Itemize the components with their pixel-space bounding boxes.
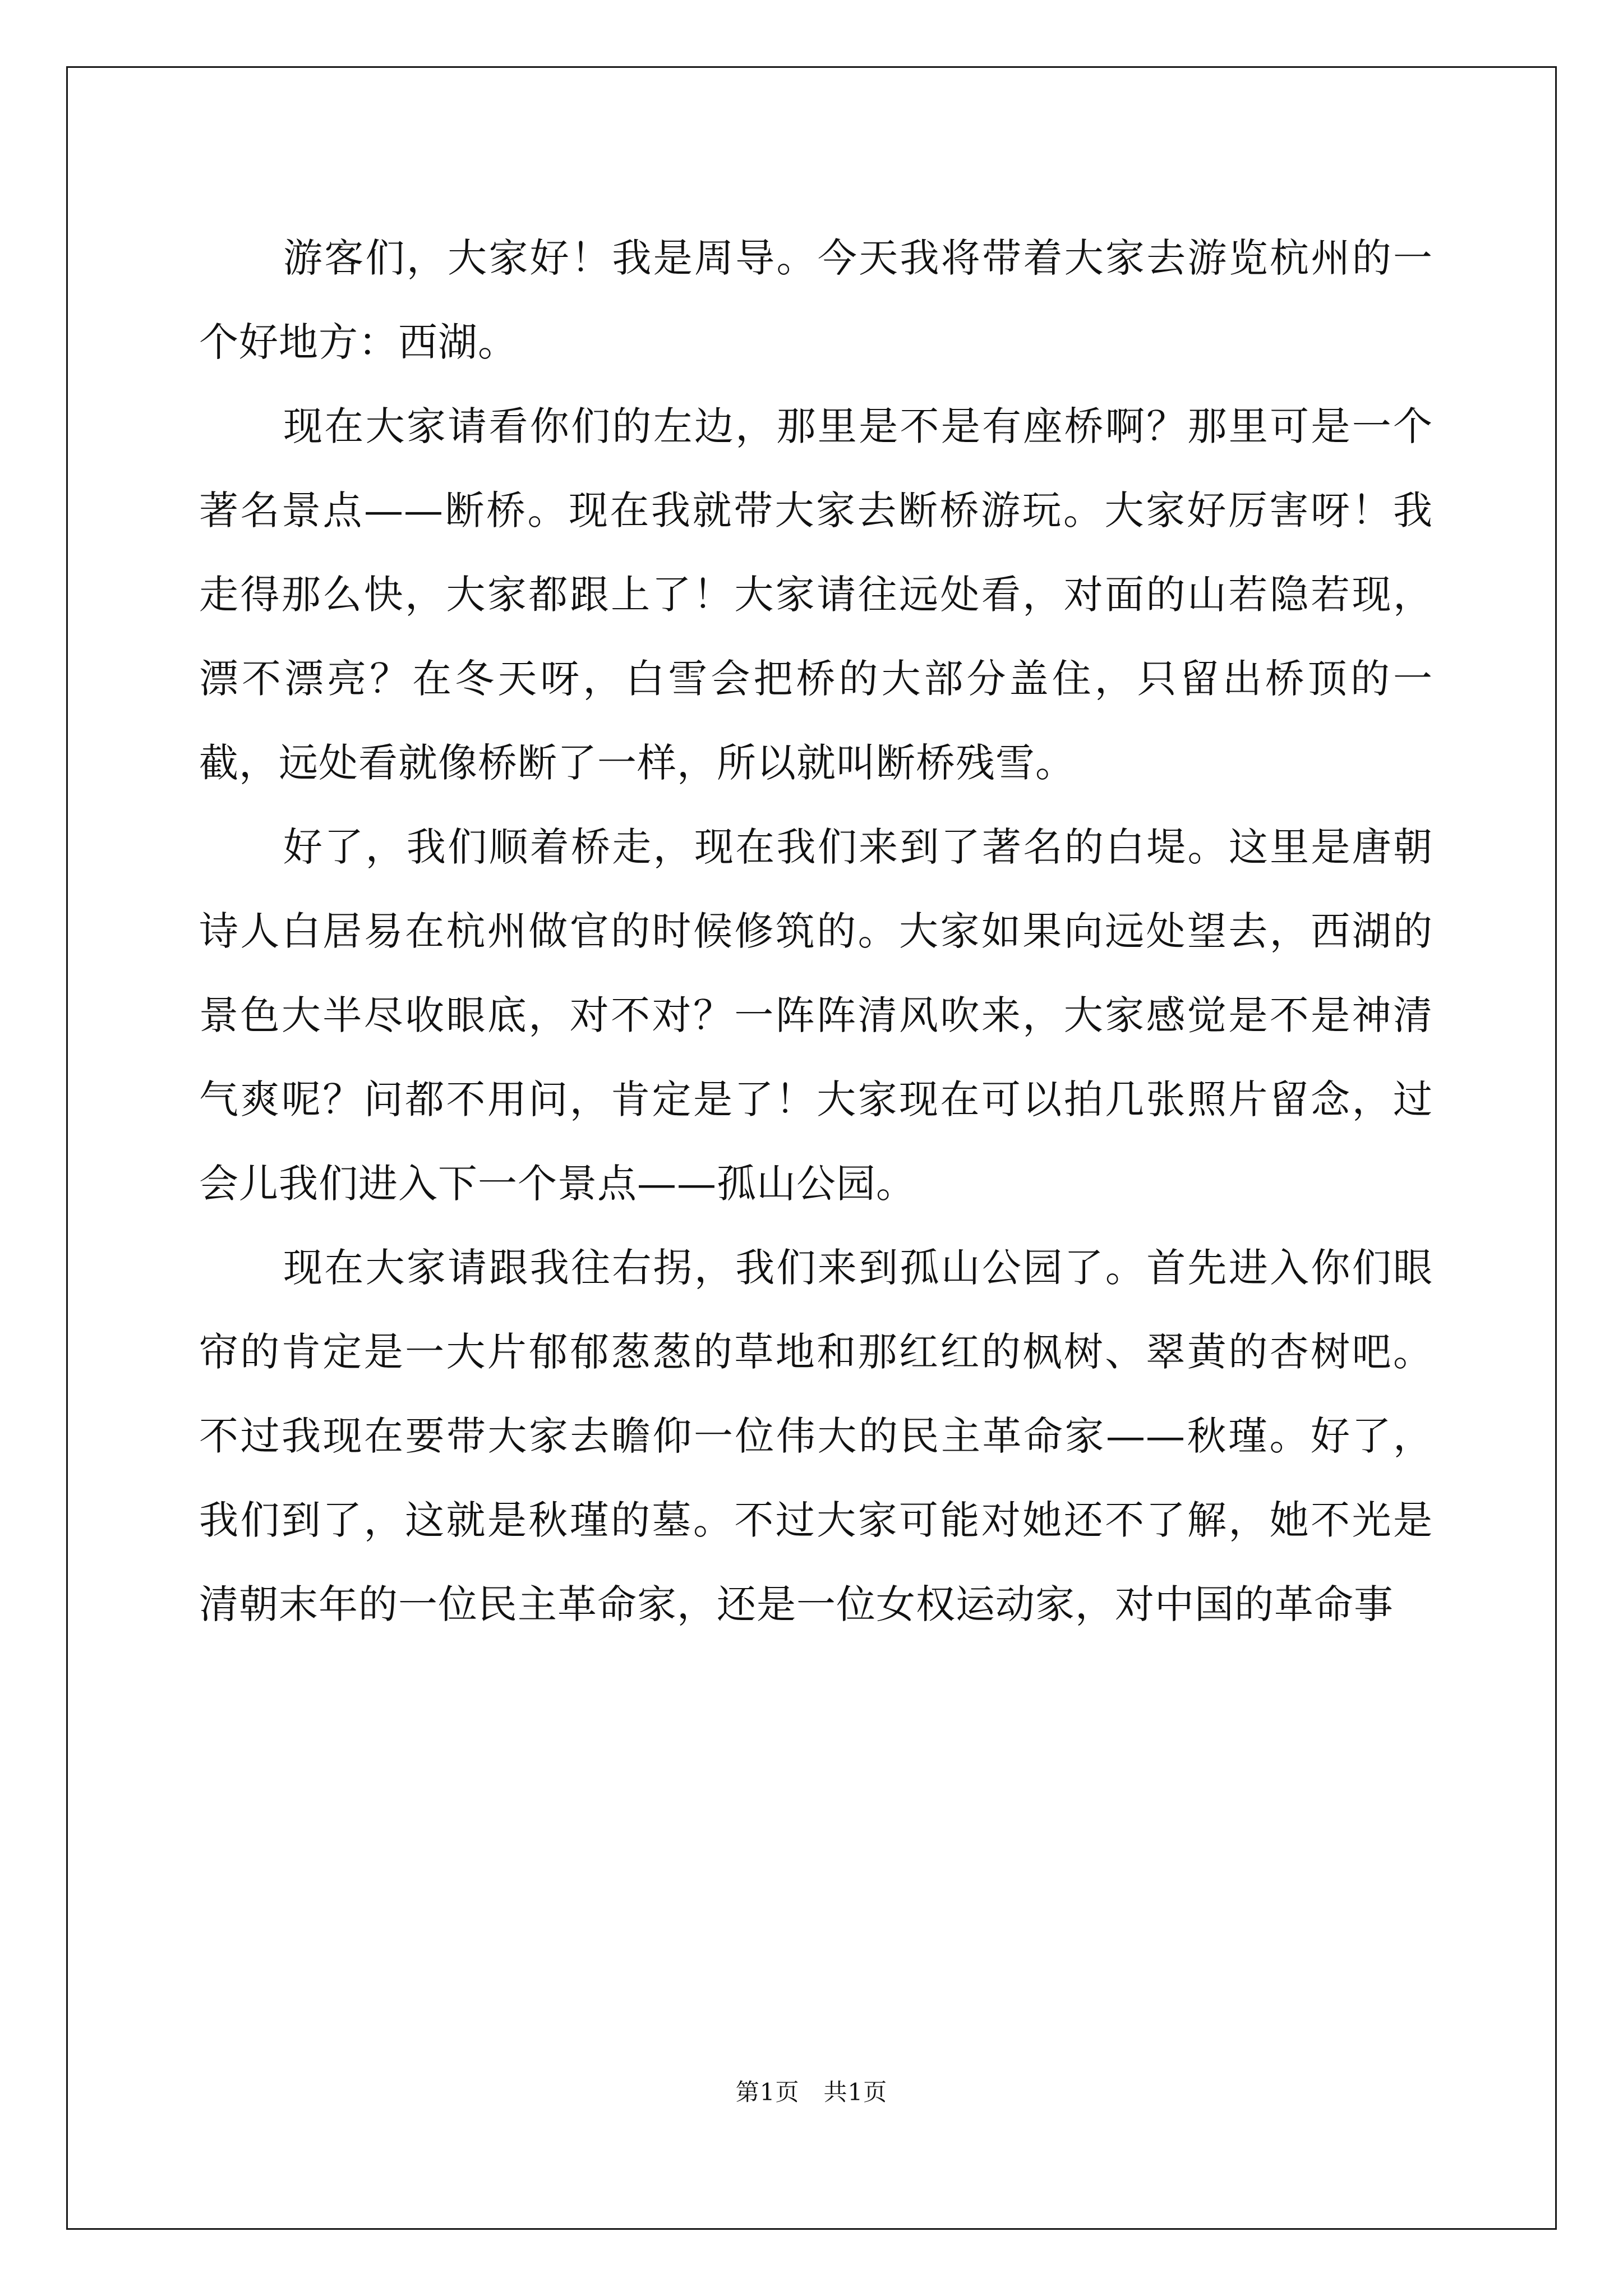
page-footer: 第1页 共1页 xyxy=(735,2078,888,2106)
paragraph-1: 游客们，大家好！我是周导。今天我将带着大家去游览杭州的一个好地方：西湖。 xyxy=(199,235,1433,365)
paragraph-3: 好了，我们顺着桥走，现在我们来到了著名的白堤。这里是唐朝诗人白居易在杭州做官的时候修筑的。大家如果向远处望去，西湖的景色大半尽收眼底，对不对？一阵阵清风吹来，大家感觉是不是神清气爽呢？问都不用问，肯定是了！大家现在可以拍几张照片留念，过会儿我们进入下一个景点——孤山公园。 xyxy=(199,824,1433,1207)
paragraph-4: 现在大家请跟我往右拐，我们来到孤山公园了。首先进入你们眼帘的肯定是一大片郁郁葱葱的草地和那红红的枫树、翠黄的杏树吧。不过我现在要带大家去瞻仰一位伟大的民主革命家——秋瑾。好了，我们到了，这就是秋瑾的墓。不过大家可能对她还不了解，她不光是清朝末年的一位民主革命家，还是一位女权运动家，对中国的革命事 xyxy=(199,1245,1433,1627)
document-body xyxy=(199,216,1433,1646)
paragraph-2: 现在大家请看你们的左边，那里是不是有座桥啊？那里可是一个著名景点——断桥。现在我就带大家去断桥游玩。大家好厉害呀！我走得那么快，大家都跟上了！大家请往远处看，对面的山若隐若现，漂不漂亮？在冬天呀，白雪会把桥的大部分盖住，只留出桥顶的一截，远处看就像桥断了一样，所以就叫断桥残雪。 xyxy=(199,403,1433,786)
